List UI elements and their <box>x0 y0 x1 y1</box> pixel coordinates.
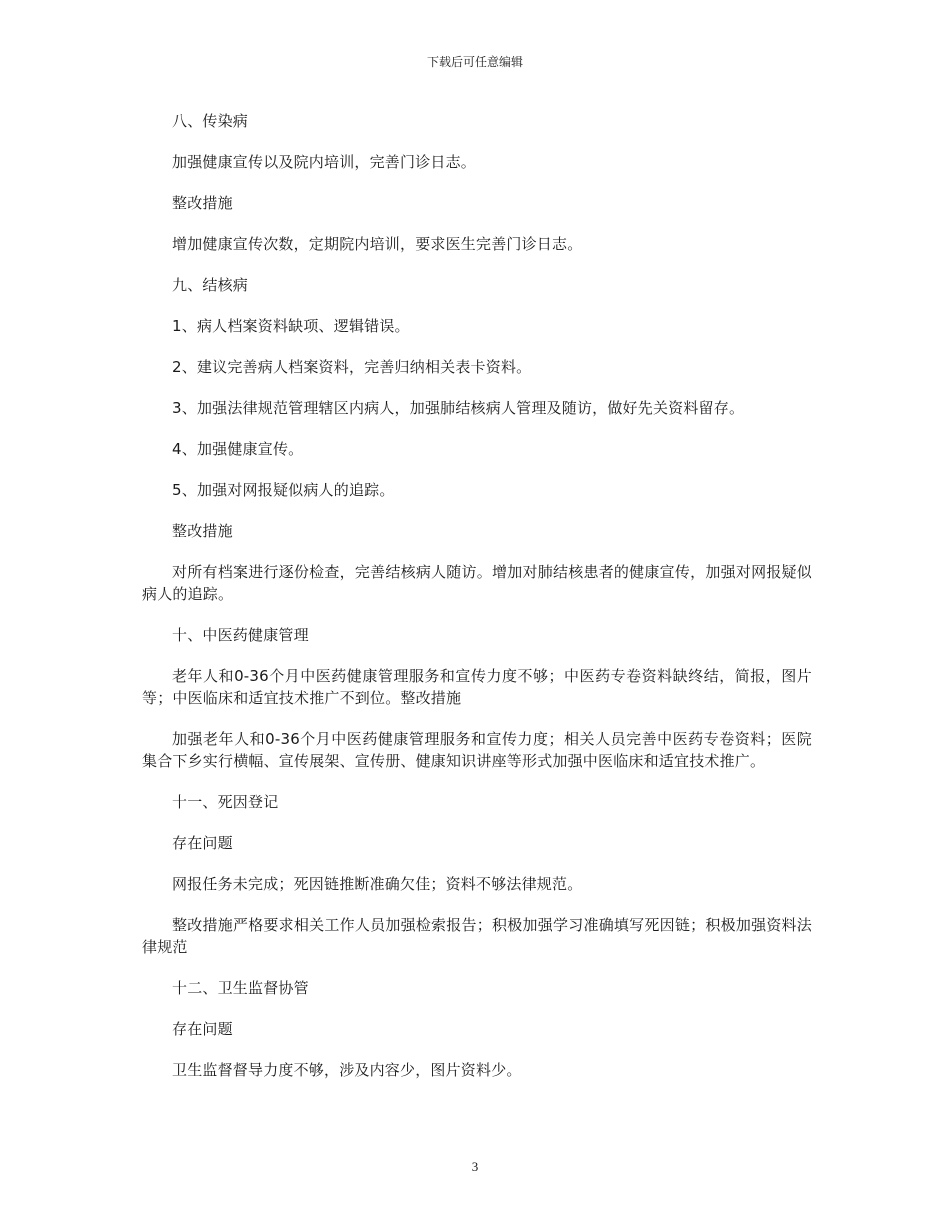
paragraph: 加强健康宣传以及院内培训，完善门诊日志。 <box>172 153 477 171</box>
document-body <box>142 110 812 1100</box>
page-header <box>0 54 950 70</box>
subheading-problems: 存在问题 <box>172 1020 233 1038</box>
paragraph: 网报任务未完成；死因链推断准确欠佳；资料不够法律规范。 <box>172 875 583 893</box>
section-heading-tuberculosis: 九、结核病 <box>172 276 249 294</box>
subheading-measures: 整改措施 <box>172 522 233 540</box>
subheading-problems: 存在问题 <box>172 834 233 852</box>
section-heading-infectious-disease: 八、传染病 <box>172 112 249 130</box>
page-number: 3 <box>471 1159 479 1174</box>
list-item: 2、建议完善病人档案资料，完善归纳相关表卡资料。 <box>172 358 532 376</box>
list-item: 3、加强法律规范管理辖区内病人，加强肺结核病人管理及随访，做好先关资料留存。 <box>172 399 745 417</box>
paragraph: 增加健康宣传次数，定期院内培训，要求医生完善门诊日志。 <box>172 235 583 253</box>
paragraph: 整改措施严格要求相关工作人员加强检索报告；积极加强学习准确填写死因链；积极加强资料法律规范 <box>142 916 812 956</box>
section-heading-health-supervision: 十二、卫生监督协管 <box>172 979 309 997</box>
paragraph: 老年人和0-36个月中医药健康管理服务和宣传力度不够；中医药专卷资料缺终结，简报，图片等；中医临床和适宜技术推广不到位。整改措施 <box>142 667 812 707</box>
list-item: 5、加强对网报疑似病人的追踪。 <box>172 481 395 499</box>
section-heading-death-registration: 十一、死因登记 <box>172 793 279 811</box>
subheading-measures: 整改措施 <box>172 194 233 212</box>
paragraph: 对所有档案进行逐份检查，完善结核病人随访。增加对肺结核患者的健康宣传，加强对网报疑似病人的追踪。 <box>142 563 812 603</box>
paragraph: 卫生监督督导力度不够，涉及内容少，图片资料少。 <box>172 1061 522 1079</box>
list-item: 4、加强健康宣传。 <box>172 440 304 458</box>
paragraph: 加强老年人和0-36个月中医药健康管理服务和宣传力度；相关人员完善中医药专卷资料；医院集合下乡实行横幅、宣传展架、宣传册、健康知识讲座等形式加强中医临床和适宜技术推广。 <box>142 730 812 770</box>
section-heading-tcm-health: 十、中医药健康管理 <box>172 626 309 644</box>
list-item: 1、病人档案资料缺项、逻辑错误。 <box>172 317 410 335</box>
header-text: 下载后可任意编辑 <box>426 55 523 69</box>
